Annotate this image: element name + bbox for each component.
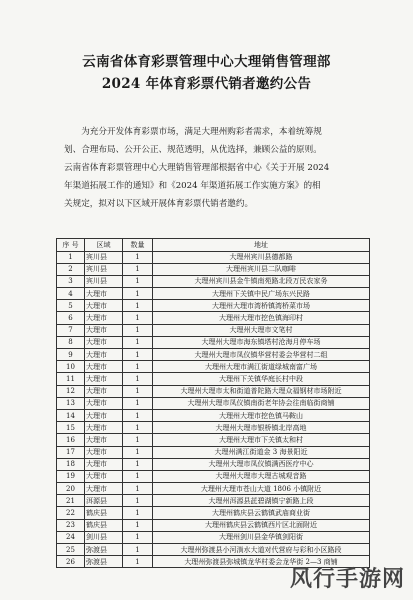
row-number: 5 [57, 300, 85, 312]
row-area: 大理市 [85, 324, 123, 336]
row-number: 9 [57, 349, 85, 361]
row-area: 大理市 [85, 434, 123, 446]
row-address: 大理州大理市大理古城观音路 [153, 470, 370, 482]
row-number: 11 [57, 373, 85, 385]
row-quantity: 1 [123, 483, 153, 495]
row-address: 大理州弥渡县小河淌水大道对代营府与彩和小区路段 [153, 544, 370, 556]
row-area: 大理市 [85, 385, 123, 397]
row-number: 23 [57, 519, 85, 531]
row-number: 17 [57, 446, 85, 458]
paragraph-line: 云南省体育彩票管理中心大理销售管理部根据省中心《关于开展 2024 [64, 163, 330, 173]
row-quantity: 1 [123, 470, 153, 482]
row-address: 大理州洱源县茈碧湖镇宁新路上段 [153, 495, 370, 507]
table-row [57, 373, 370, 385]
row-address: 大理州大理市文笔村 [153, 324, 370, 336]
row-quantity: 1 [123, 324, 153, 336]
row-address: 大理州大理市太和街道普陀路大理众福钢材市场附近 [153, 385, 370, 397]
row-address: 大理州下关镇华庭长村中段 [153, 373, 370, 385]
row-number: 24 [57, 531, 85, 543]
row-number: 14 [57, 409, 85, 421]
row-quantity: 1 [123, 336, 153, 348]
row-number: 3 [57, 275, 85, 287]
table-row [57, 446, 370, 458]
row-number: 26 [57, 556, 85, 568]
table-row [57, 470, 370, 482]
row-address: 大理州宾川县德都路 [153, 251, 370, 263]
paragraph-line: 年渠道拓展工作的通知》和《2024 年渠道拓展工作实施方案》的相 [64, 181, 321, 191]
row-address: 大理州大理市湾桥镇湾桥菜市场 [153, 300, 370, 312]
row-area: 大理市 [85, 483, 123, 495]
header-quantity: 数量 [123, 239, 153, 252]
notice-title-line1: 云南省体育彩票管理中心大理销售管理部 [82, 54, 331, 70]
table-row [57, 312, 370, 324]
header-address: 地址 [153, 239, 370, 252]
row-address: 大理州下关镇中民广场东兴民路 [153, 288, 370, 300]
row-number: 22 [57, 507, 85, 519]
table-row [57, 275, 370, 287]
row-quantity: 1 [123, 251, 153, 263]
table-row [57, 336, 370, 348]
row-quantity: 1 [123, 422, 153, 434]
row-number: 4 [57, 288, 85, 300]
table-row [57, 409, 370, 421]
row-number: 21 [57, 495, 85, 507]
row-quantity: 1 [123, 507, 153, 519]
table-row [57, 324, 370, 336]
row-address: 大理州鹤庆县云鹤镇西片区北面附近 [153, 519, 370, 531]
table-row [57, 434, 370, 446]
row-number: 16 [57, 434, 85, 446]
header-number: 序 号 [57, 239, 85, 252]
row-area: 宾川县 [85, 275, 123, 287]
row-address: 大理州大理市银桥镇北岸高地 [153, 422, 370, 434]
row-area: 大理市 [85, 409, 123, 421]
row-number: 15 [57, 422, 85, 434]
row-address: 大理州大理市下关镇太和村 [153, 434, 370, 446]
outlet-table [56, 238, 370, 568]
row-number: 2 [57, 263, 85, 275]
row-quantity: 1 [123, 446, 153, 458]
row-area: 大理市 [85, 446, 123, 458]
row-area: 大理市 [85, 397, 123, 409]
row-area: 宾川县 [85, 251, 123, 263]
row-quantity: 1 [123, 361, 153, 373]
row-address: 大理州大理市凤仪镇满西医疗中心 [153, 458, 370, 470]
row-quantity: 1 [123, 288, 153, 300]
table-row [57, 458, 370, 470]
row-quantity: 1 [123, 300, 153, 312]
row-area: 大理市 [85, 458, 123, 470]
row-area: 大理市 [85, 470, 123, 482]
row-number: 10 [57, 361, 85, 373]
row-address: 大理州大理市挖色镇海印村 [153, 312, 370, 324]
table-row [57, 251, 370, 263]
table-row [57, 288, 370, 300]
row-address: 大理州剑川县金华镇剑阳街 [153, 531, 370, 543]
table-row [57, 300, 370, 312]
row-address: 大理州大理市海东镇塔村沧海月停车场 [153, 336, 370, 348]
row-quantity: 1 [123, 349, 153, 361]
table-row [57, 519, 370, 531]
row-number: 8 [57, 336, 85, 348]
row-number: 12 [57, 385, 85, 397]
row-quantity: 1 [123, 556, 153, 568]
row-area: 弥渡县 [85, 544, 123, 556]
row-quantity: 1 [123, 495, 153, 507]
notice-title-line2: 2024 年体育彩票代销者邀约公告 [101, 76, 312, 92]
row-area: 大理市 [85, 422, 123, 434]
row-number: 7 [57, 324, 85, 336]
row-quantity: 1 [123, 531, 153, 543]
row-area: 大理市 [85, 373, 123, 385]
row-area: 大理市 [85, 336, 123, 348]
notice-paragraph [64, 123, 364, 213]
table-row [57, 531, 370, 543]
row-quantity: 1 [123, 312, 153, 324]
row-area: 洱源县 [85, 495, 123, 507]
table-row [57, 483, 370, 495]
table-row [57, 495, 370, 507]
row-address: 大理州大理市凤仪镇南街老年协会往南临街商铺 [153, 397, 370, 409]
row-area: 大理市 [85, 288, 123, 300]
row-number: 13 [57, 397, 85, 409]
row-area: 大理市 [85, 300, 123, 312]
row-address: 大理州大理市满江街道绿城南富广场 [153, 361, 370, 373]
table-header-row [57, 239, 370, 252]
row-quantity: 1 [123, 263, 153, 275]
row-address: 大理州大理市凤仪镇华营村委会华营村二组 [153, 349, 370, 361]
row-area: 剑川县 [85, 531, 123, 543]
row-number: 1 [57, 251, 85, 263]
row-number: 20 [57, 483, 85, 495]
row-area: 宾川县 [85, 263, 123, 275]
table-row [57, 507, 370, 519]
row-area: 大理市 [85, 312, 123, 324]
row-number: 18 [57, 458, 85, 470]
row-address: 大理州宾川县二队咖啡 [153, 263, 370, 275]
row-area: 大理市 [85, 361, 123, 373]
row-number: 19 [57, 470, 85, 482]
row-address: 大理州弥渡县弥城镇龙华村委会龙华街 2—3 商铺 [153, 556, 370, 568]
paragraph-line: 划、合理布局、公开公正、规范透明，从优选择，兼顾公益的原则。 [64, 145, 322, 155]
row-number: 6 [57, 312, 85, 324]
row-quantity: 1 [123, 458, 153, 470]
watermark-logo: 风行手游网 [289, 567, 405, 592]
row-address: 大理州鹤庆县云鹤镇武庙商业街 [153, 507, 370, 519]
table-row [57, 349, 370, 361]
row-quantity: 1 [123, 434, 153, 446]
row-quantity: 1 [123, 275, 153, 287]
table-row [57, 361, 370, 373]
row-quantity: 1 [123, 409, 153, 421]
table-row [57, 385, 370, 397]
row-address: 大理州大理市苍山大道 1806 小镇附近 [153, 483, 370, 495]
row-area: 鹤庆县 [85, 507, 123, 519]
row-quantity: 1 [123, 519, 153, 531]
header-area: 区域 [85, 239, 123, 252]
table-row [57, 544, 370, 556]
table-row [57, 263, 370, 275]
row-quantity: 1 [123, 544, 153, 556]
row-quantity: 1 [123, 385, 153, 397]
paragraph-line: 为充分开发体育彩票市场，满足大理州购彩者需求，本着统筹规 [81, 127, 322, 137]
row-address: 大理州宾川县金牛镇南苑路北段万民农家务 [153, 275, 370, 287]
row-number: 25 [57, 544, 85, 556]
paragraph-line: 关规定，拟对以下区域开展体育彩票代销者邀约。 [64, 199, 254, 209]
row-address: 大理州满江街道金 3 海景阳近 [153, 446, 370, 458]
row-address: 大理州大理市挖色镇马鞍山 [153, 409, 370, 421]
row-area: 弥渡县 [85, 556, 123, 568]
row-area: 鹤庆县 [85, 519, 123, 531]
table-row [57, 422, 370, 434]
table-row [57, 397, 370, 409]
row-quantity: 1 [123, 373, 153, 385]
row-quantity: 1 [123, 397, 153, 409]
row-area: 大理市 [85, 349, 123, 361]
